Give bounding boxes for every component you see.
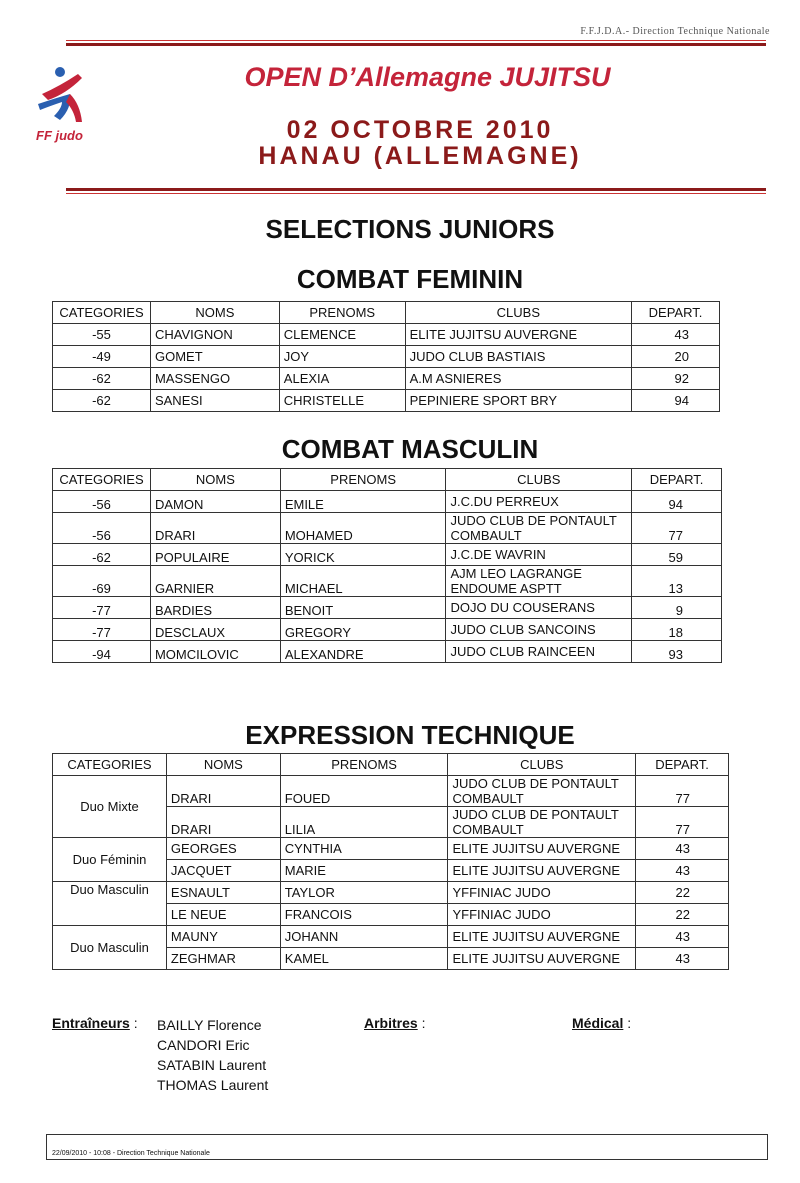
- col-header: CLUBS: [448, 754, 636, 776]
- table-row: [53, 513, 722, 544]
- table-row: [53, 838, 729, 860]
- cell-club: A.M ASNIERES: [405, 368, 631, 390]
- cell-club: [446, 513, 632, 544]
- event-date-line: 02 OCTOBRE 2010: [286, 116, 554, 144]
- cell-prenom: LILIA: [280, 807, 448, 838]
- cell-nom: DAMON: [150, 491, 280, 513]
- trainers-list: [157, 1015, 268, 1095]
- cell-depart: 94: [632, 491, 722, 513]
- cell-prenom: CLEMENCE: [279, 324, 405, 346]
- cell-club: [448, 807, 636, 838]
- cell-depart: 77: [636, 807, 729, 838]
- cell-nom: GOMET: [150, 346, 279, 368]
- col-header: CATEGORIES: [53, 754, 167, 776]
- cell-categorie: -69: [53, 566, 151, 597]
- cell-categorie: -62: [53, 390, 151, 412]
- cell-club: [446, 566, 632, 597]
- cell-club: [446, 491, 632, 513]
- table-row: [53, 926, 729, 948]
- expression-technique-table: [52, 753, 729, 970]
- cell-club-line2: COMBAULT: [450, 528, 522, 543]
- cell-categorie: -55: [53, 324, 151, 346]
- table-header-row: [53, 469, 722, 491]
- cell-club-line1: JUDO CLUB DE PONTAULT: [452, 807, 619, 822]
- referees-label: Arbitres: [364, 1015, 418, 1031]
- cell-prenom: MICHAEL: [280, 566, 446, 597]
- cell-prenom: FRANCOIS: [280, 904, 448, 926]
- event-date: [0, 117, 800, 169]
- cell-club: [446, 619, 632, 641]
- cell-nom: POPULAIRE: [150, 544, 280, 566]
- cell-prenom: KAMEL: [280, 948, 448, 970]
- col-header: DEPART.: [636, 754, 729, 776]
- cell-prenom: MARIE: [280, 860, 448, 882]
- cell-club: ELITE JUJITSU AUVERGNE: [448, 926, 636, 948]
- cell-prenom: TAYLOR: [280, 882, 448, 904]
- cell-depart: 43: [636, 948, 729, 970]
- cell-club-line1: JUDO CLUB RAINCEEN: [450, 644, 595, 659]
- cell-prenom: BENOIT: [280, 597, 446, 619]
- cell-categorie: -56: [53, 513, 151, 544]
- col-header: DEPART.: [632, 469, 722, 491]
- footer-text: 22/09/2010 - 10:08 - Direction Technique Nationale: [52, 1150, 210, 1157]
- table-header-row: [53, 302, 720, 324]
- cell-depart: 59: [632, 544, 722, 566]
- cell-club: PEPINIERE SPORT BRY: [405, 390, 631, 412]
- cell-nom: BARDIES: [150, 597, 280, 619]
- event-place-line: HANAU (ALLEMAGNE): [258, 142, 582, 170]
- table-row: [53, 619, 722, 641]
- table-row: [53, 491, 722, 513]
- cell-categorie: -94: [53, 641, 151, 663]
- header-rule-bottom: [66, 186, 766, 194]
- col-header: CLUBS: [446, 469, 632, 491]
- cell-depart: 77: [636, 776, 729, 807]
- cell-prenom: ALEXIA: [279, 368, 405, 390]
- cell-depart: 43: [636, 926, 729, 948]
- cell-prenom: JOY: [279, 346, 405, 368]
- cell-categorie: -49: [53, 346, 151, 368]
- cell-nom: DRARI: [150, 513, 280, 544]
- cell-depart: 43: [636, 838, 729, 860]
- cell-nom: LE NEUE: [166, 904, 280, 926]
- cell-depart: 92: [632, 368, 720, 390]
- cell-categorie: -62: [53, 544, 151, 566]
- medical-label: Médical: [572, 1015, 624, 1031]
- cell-club: ELITE JUJITSU AUVERGNE: [448, 838, 636, 860]
- col-header: DEPART.: [632, 302, 720, 324]
- cell-club: ELITE JUJITSU AUVERGNE: [405, 324, 631, 346]
- table-row: [53, 368, 720, 390]
- cell-prenom: EMILE: [280, 491, 446, 513]
- cell-club-line1: DOJO DU COUSERANS: [450, 600, 595, 615]
- cell-categorie: -56: [53, 491, 151, 513]
- cell-categorie: -62: [53, 368, 151, 390]
- combat-feminin-title: COMBAT FEMININ: [296, 264, 524, 294]
- combat-feminin-table: [52, 301, 720, 412]
- table-row: [53, 390, 720, 412]
- cell-categorie: Duo Masculin: [53, 926, 167, 970]
- cell-depart: 18: [632, 619, 722, 641]
- cell-categorie: Duo Masculin: [53, 882, 167, 926]
- col-header: PRENOMS: [280, 754, 448, 776]
- cell-categorie: Duo Féminin: [53, 838, 167, 882]
- col-header: NOMS: [166, 754, 280, 776]
- cell-club: [446, 597, 632, 619]
- cell-depart: 77: [632, 513, 722, 544]
- cell-depart: 94: [632, 390, 720, 412]
- cell-nom: GARNIER: [150, 566, 280, 597]
- cell-nom: MASSENGO: [150, 368, 279, 390]
- cell-prenom: FOUED: [280, 776, 448, 807]
- medical-section: Médical :: [572, 1015, 632, 1031]
- table-row: [53, 346, 720, 368]
- org-header: F.F.J.D.A.- Direction Technique Nationale: [580, 26, 770, 37]
- cell-prenom: MOHAMED: [280, 513, 446, 544]
- cell-prenom: CHRISTELLE: [279, 390, 405, 412]
- cell-depart: 43: [636, 860, 729, 882]
- table-row: [53, 776, 729, 807]
- col-header: PRENOMS: [280, 469, 446, 491]
- event-title: OPEN D’Allemagne JUJITSU: [244, 62, 611, 92]
- cell-club-line1: AJM LEO LAGRANGE: [450, 566, 582, 581]
- cell-depart: 43: [632, 324, 720, 346]
- cell-club: YFFINIAC JUDO: [448, 904, 636, 926]
- header-rule-top: [66, 40, 766, 46]
- cell-club: [448, 776, 636, 807]
- table-row: [53, 641, 722, 663]
- cell-club-line2: COMBAULT: [452, 822, 524, 837]
- col-header: PRENOMS: [279, 302, 405, 324]
- col-header: CATEGORIES: [53, 302, 151, 324]
- cell-prenom: YORICK: [280, 544, 446, 566]
- referees-section: Arbitres :: [364, 1015, 426, 1031]
- cell-depart: 13: [632, 566, 722, 597]
- page-footer: [46, 1134, 768, 1160]
- cell-club-line1: JUDO CLUB DE PONTAULT: [452, 776, 619, 791]
- trainer-name: CANDORI Eric: [157, 1037, 250, 1053]
- col-header: CATEGORIES: [53, 469, 151, 491]
- cell-club-line2: ENDOUME ASPTT: [450, 581, 562, 596]
- cell-club: JUDO CLUB BASTIAIS: [405, 346, 631, 368]
- cell-club-line1: J.C.DU PERREUX: [450, 494, 559, 509]
- cell-depart: 20: [632, 346, 720, 368]
- cell-nom: ESNAULT: [166, 882, 280, 904]
- combat-masculin-table: [52, 468, 722, 663]
- cell-club-line1: JUDO CLUB DE PONTAULT: [450, 513, 617, 528]
- cell-nom: DRARI: [166, 807, 280, 838]
- cell-nom: JACQUET: [166, 860, 280, 882]
- trainers-label: Entraîneurs: [52, 1015, 130, 1031]
- cell-nom: MAUNY: [166, 926, 280, 948]
- cell-prenom: GREGORY: [280, 619, 446, 641]
- cell-club: [446, 641, 632, 663]
- cell-club: YFFINIAC JUDO: [448, 882, 636, 904]
- cell-club: ELITE JUJITSU AUVERGNE: [448, 860, 636, 882]
- cell-nom: MOMCILOVIC: [150, 641, 280, 663]
- table-row: [53, 882, 729, 904]
- trainer-name: BAILLY Florence: [157, 1017, 262, 1033]
- col-header: CLUBS: [405, 302, 631, 324]
- cell-nom: DESCLAUX: [150, 619, 280, 641]
- trainer-name: THOMAS Laurent: [157, 1077, 269, 1093]
- cell-club-line1: J.C.DE WAVRIN: [450, 547, 546, 562]
- cell-depart: 9: [632, 597, 722, 619]
- cell-nom: ZEGHMAR: [166, 948, 280, 970]
- cell-categorie: Duo Mixte: [53, 776, 167, 838]
- cell-categorie: -77: [53, 597, 151, 619]
- combat-masculin-title: COMBAT MASCULIN: [281, 434, 539, 464]
- cell-club: [446, 544, 632, 566]
- cell-depart: 22: [636, 904, 729, 926]
- cell-depart: 22: [636, 882, 729, 904]
- table-row: [53, 566, 722, 597]
- selection-title: SELECTIONS JUNIORS: [265, 214, 555, 244]
- table-row: [53, 597, 722, 619]
- col-header: NOMS: [150, 302, 279, 324]
- cell-depart: 93: [632, 641, 722, 663]
- cell-club-line2: COMBAULT: [452, 791, 524, 806]
- cell-categorie: -77: [53, 619, 151, 641]
- logo-text: FF judo: [36, 128, 83, 143]
- cell-prenom: ALEXANDRE: [280, 641, 446, 663]
- cell-nom: CHAVIGNON: [150, 324, 279, 346]
- trainers-section: Entraîneurs :: [52, 1015, 138, 1031]
- cell-club: ELITE JUJITSU AUVERGNE: [448, 948, 636, 970]
- col-header: NOMS: [150, 469, 280, 491]
- trainer-name: SATABIN Laurent: [157, 1057, 267, 1073]
- cell-nom: DRARI: [166, 776, 280, 807]
- cell-prenom: CYNTHIA: [280, 838, 448, 860]
- table-row: [53, 544, 722, 566]
- cell-club-line1: JUDO CLUB SANCOINS: [450, 622, 596, 637]
- cell-nom: SANESI: [150, 390, 279, 412]
- expression-technique-title: EXPRESSION TECHNIQUE: [245, 720, 575, 750]
- cell-prenom: JOHANN: [280, 926, 448, 948]
- table-row: [53, 324, 720, 346]
- table-header-row: [53, 754, 729, 776]
- cell-nom: GEORGES: [166, 838, 280, 860]
